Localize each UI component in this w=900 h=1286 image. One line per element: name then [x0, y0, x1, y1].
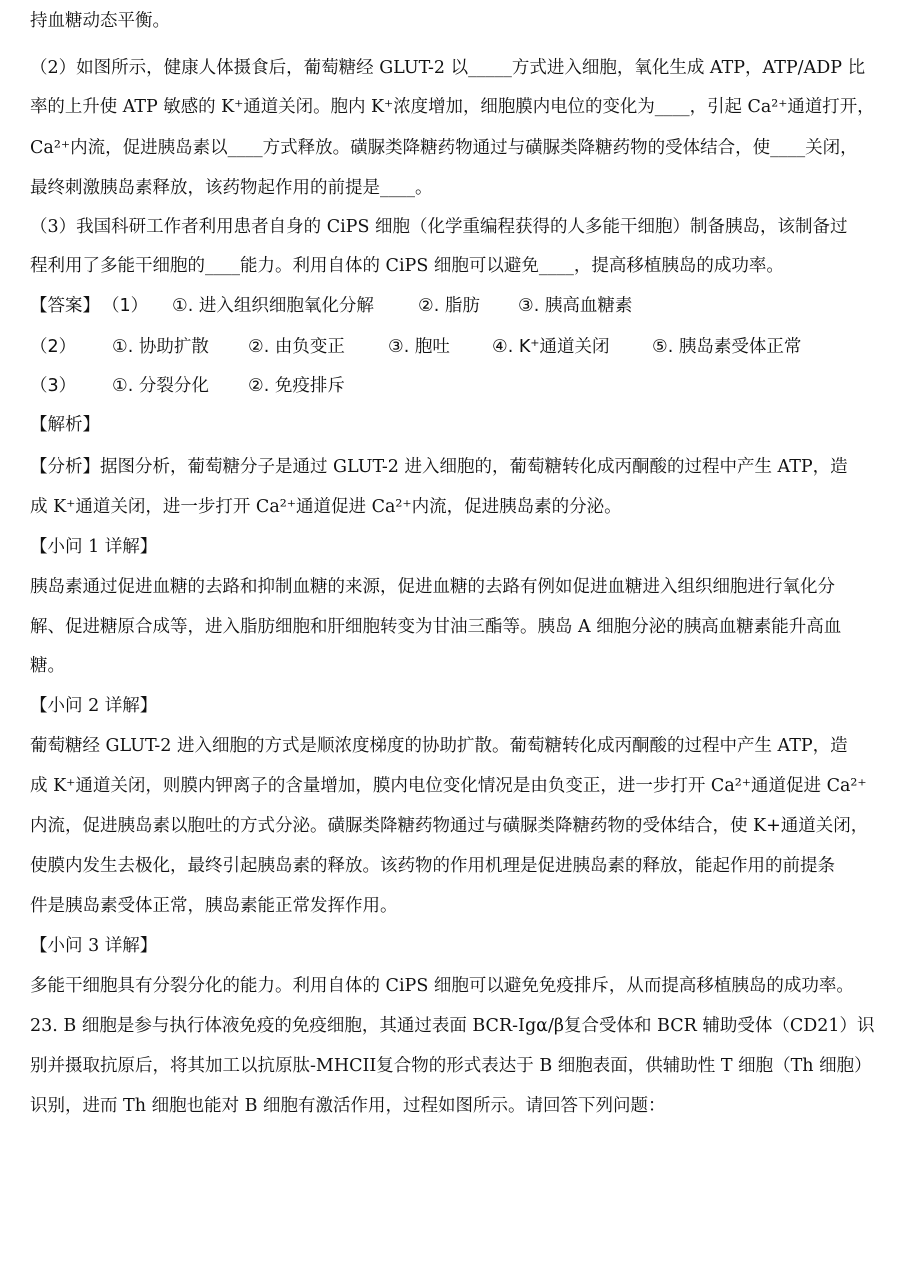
answer-number: （1） — [102, 296, 149, 316]
text-line: 葡萄糖经 GLUT-2 进入细胞的方式是顺浓度梯度的协助扩散。葡萄糖转化成丙酮酸的过程中产生 ATP，造 — [30, 736, 848, 756]
answer-row-1 — [30, 293, 876, 319]
text-line: Ca²⁺内流，促进胰岛素以____方式释放。磺脲类降糖药物通过与磺脲类降糖药物的受体结合，使____关闭， — [30, 138, 858, 158]
text-line: 【分析】据图分析，葡萄糖分子是通过 GLUT-2 进入细胞的，葡萄糖转化成丙酮酸的过程中产生 ATP，造 — [30, 457, 848, 477]
answer-item: ②. 免疫排斥 — [248, 376, 345, 396]
text-line: 成 K⁺通道关闭，进一步打开 Ca²⁺通道促进 Ca²⁺内流，促进胰岛素的分泌。 — [30, 497, 622, 517]
section-heading: 【小问 2 详解】 — [30, 696, 158, 716]
text-line: 件是胰岛素受体正常，胰岛素能正常发挥作用。 — [30, 896, 398, 916]
answer-item: ①. 分裂分化 — [112, 376, 209, 396]
answer-item: ④. K⁺通道关闭 — [492, 337, 610, 357]
answer-row-2 — [30, 334, 876, 360]
answer-item: ①. 协助扩散 — [112, 337, 209, 357]
text-line: 持血糖动态平衡。 — [30, 11, 170, 31]
analysis-label: 【解析】 — [30, 415, 100, 435]
answer-number: （2） — [30, 337, 77, 357]
text-line: 识别，进而 Th 细胞也能对 B 细胞有激活作用，过程如图所示。请回答下列问题： — [30, 1096, 666, 1116]
section-heading: 【小问 1 详解】 — [30, 537, 158, 557]
text-line: （3）我国科研工作者利用患者自身的 CiPS 细胞（化学重编程获得的人多能干细胞）制备胰岛，该制备过 — [30, 217, 848, 237]
section-heading: 【小问 3 详解】 — [30, 936, 158, 956]
text-line: 率的上升使 ATP 敏感的 K⁺通道关闭。胞内 K⁺浓度增加，细胞膜内电位的变化为____，引起 Ca²⁺通道打开， — [30, 97, 875, 117]
text-line: 成 K⁺通道关闭，则膜内钾离子的含量增加，膜内电位变化情况是由负变正，进一步打开 Ca²⁺通道促进 Ca²⁺ — [30, 776, 867, 796]
answer-item: ③. 胰高血糖素 — [518, 296, 633, 316]
text-line: （2）如图所示，健康人体摄食后，葡萄糖经 GLUT-2 以_____方式进入细胞，氧化生成 ATP，ATP/ADP 比 — [30, 58, 866, 78]
text-line: 解、促进糖原合成等，进入脂肪细胞和肝细胞转变为甘油三酯等。胰岛 A 细胞分泌的胰高血糖素能升高血 — [30, 617, 842, 637]
text-line: 使膜内发生去极化，最终引起胰岛素的释放。该药物的作用机理是促进胰岛素的释放，能起作用的前提条 — [30, 856, 835, 876]
answer-item: ③. 胞吐 — [388, 337, 450, 357]
answer-item: ②. 由负变正 — [248, 337, 345, 357]
text-line: 别并摄取抗原后，将其加工以抗原肽-MHCII复合物的形式表达于 B 细胞表面，供辅助性 T 细胞（Th 细胞） — [30, 1056, 872, 1076]
text-line: 胰岛素通过促进血糖的去路和抑制血糖的来源，促进血糖的去路有例如促进血糖进入组织细胞进行氧化分 — [30, 577, 835, 597]
text-line: 最终刺激胰岛素释放，该药物起作用的前提是____。 — [30, 178, 433, 198]
text-line: 内流，促进胰岛素以胞吐的方式分泌。磺脲类降糖药物通过与磺脲类降糖药物的受体结合，使 K+通道关闭， — [30, 816, 869, 836]
text-line: 糖。 — [30, 656, 65, 676]
answer-number: （3） — [30, 376, 77, 396]
answer-item: ①. 进入组织细胞氧化分解 — [172, 296, 374, 316]
text-line: 程利用了多能干细胞的____能力。利用自体的 CiPS 细胞可以避免____，提高移植胰岛的成功率。 — [30, 256, 784, 276]
answer-row-3 — [30, 373, 876, 399]
text-line: 多能干细胞具有分裂分化的能力。利用自体的 CiPS 细胞可以避免免疫排斥，从而提高移植胰岛的成功率。 — [30, 976, 854, 996]
answer-item: ②. 脂肪 — [418, 296, 480, 316]
question-line: 23. B 细胞是参与执行体液免疫的免疫细胞，其通过表面 BCR-Igα/β复合受体和 BCR 辅助受体（CD21）识 — [30, 1016, 875, 1036]
answer-item: ⑤. 胰岛素受体正常 — [652, 337, 802, 357]
answer-label: 【答案】 — [30, 296, 100, 316]
